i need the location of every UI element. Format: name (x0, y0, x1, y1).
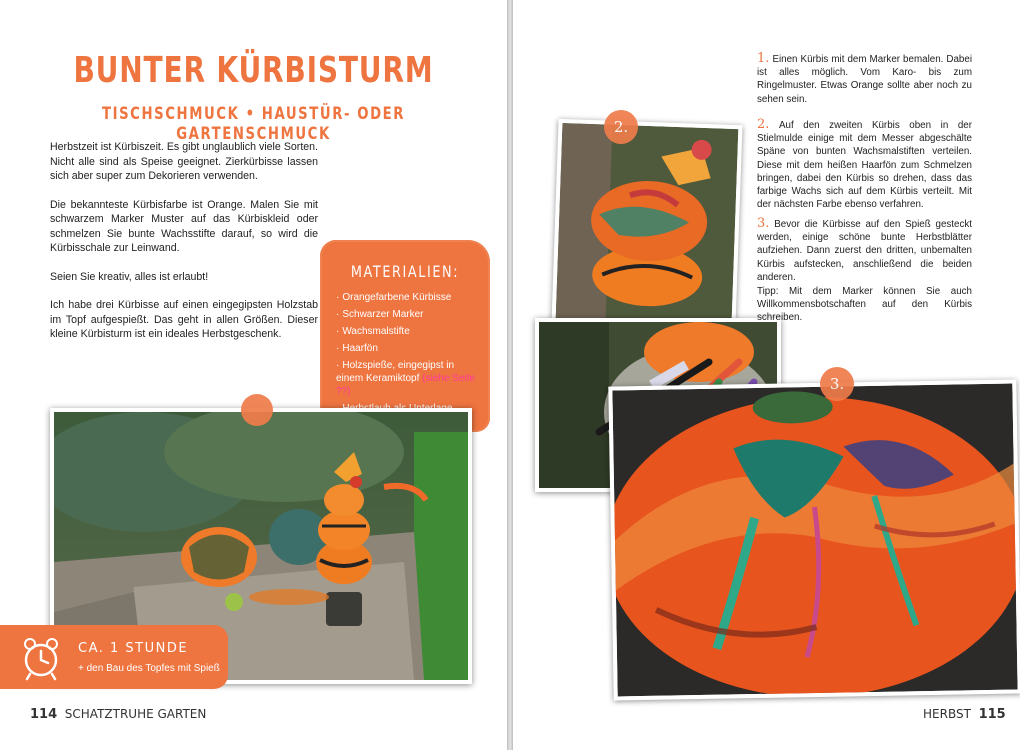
materials-item: · Orangefarbene Kürbisse (336, 292, 452, 303)
right-footer (923, 707, 1006, 722)
materials-list (320, 291, 490, 415)
intro-paragraph: Ich habe drei Kürbisse auf einen eingegipsten Holzstab im Topf aufgespießt. Das geht in allen Größen. Dieser kleine Kürbisturm ist ein ideales Herbstgeschenk. (50, 299, 318, 340)
materials-item: · Haarfön (336, 343, 378, 354)
step-3-photo (608, 379, 1020, 700)
left-page (0, 0, 507, 750)
left-footer (30, 707, 206, 722)
step-2-text: 2. Auf den zweiten Kürbis oben in der Stielmulde einige mit dem Messer abgeschälte Späne von bunten Wachsmalstiften verteilen. Diese mit dem heißen Haarfön zum Schmelzen bringen, dabei den Kürbis so drehen, dass das farbige Wachs sich auf dem Kürbis verteilt. Mit der nächsten Farbe ebenso verfahren. (757, 117, 972, 211)
tip-text: Tipp: Mit dem Marker können Sie auch Willkommensbotschaften auf den Kürbis schreiben. (757, 286, 972, 324)
page-reference-link[interactable]: (siehe Seite ??) (336, 373, 475, 397)
materials-item: · Schwarzer Marker (336, 309, 424, 320)
materials-item: · Wachsmalstifte (336, 326, 410, 337)
step-1-text: 1. Einen Kürbis mit dem Marker bemalen. Dabei ist alles möglich. Vom Karo- bis zum Ringelmuster. Etwas Orange sollte aber noch zu sehen sein. (757, 51, 972, 105)
step-2-badge: 2. (604, 110, 638, 144)
alarm-clock-icon (18, 635, 64, 686)
intro-text (50, 140, 318, 356)
intro-paragraph: Seien Sie kreativ, alles ist erlaubt! (50, 270, 209, 283)
intro-paragraph: Herbstzeit ist Kürbiszeit. Es gibt unglaublich viele Sorten. Nicht alle sind als Speise geeignet. Zierkürbisse lassen sich aber super zum Dekorieren verwenden. (50, 141, 318, 182)
time-note: + den Bau des Topfes mit Spieß (78, 663, 220, 674)
step-3-badge: 3. (820, 367, 854, 401)
page-number: 114 (30, 707, 58, 722)
materials-heading: MATERIALIEN: (350, 262, 460, 281)
photo-badge (241, 394, 273, 426)
right-page (513, 0, 1020, 750)
page-subtitle: TISCHSCHMUCK • HAUSTÜR- ODER GARTENSCHMUCK (101, 104, 406, 144)
time-estimate: CA. 1 STUNDE (78, 641, 189, 656)
footer-section-label: HERBST (923, 707, 971, 721)
page-number: 115 (978, 707, 1006, 722)
time-estimate-box (0, 625, 228, 689)
intro-paragraph: Die bekannteste Kürbisfarbe ist Orange. Malen Sie mit schwarzem Marker Muster auf das Kürbiskleid oder schmelzen Sie bunte Wachsstifte darauf, so wird die Kürbisschale zur Leinwand. (50, 198, 318, 254)
materials-box (320, 240, 490, 432)
page-title: BUNTER KÜRBISTURM (73, 50, 434, 91)
footer-section-label: SCHATZTRUHE GARTEN (64, 707, 207, 721)
step-3-text: 3. Bevor die Kürbisse auf den Spieß gesteckt werden, einige schöne bunte Herbstblätter aufziehen. Dann zuerst den dritten, unbemalten Kürbis aufstecken, anschließend die beiden anderen. (757, 216, 972, 283)
materials-item: · Holzspieße, eingegipst in einem Keramiktopf (siehe Seite ??) (336, 360, 475, 397)
step-2-photo (551, 119, 742, 329)
